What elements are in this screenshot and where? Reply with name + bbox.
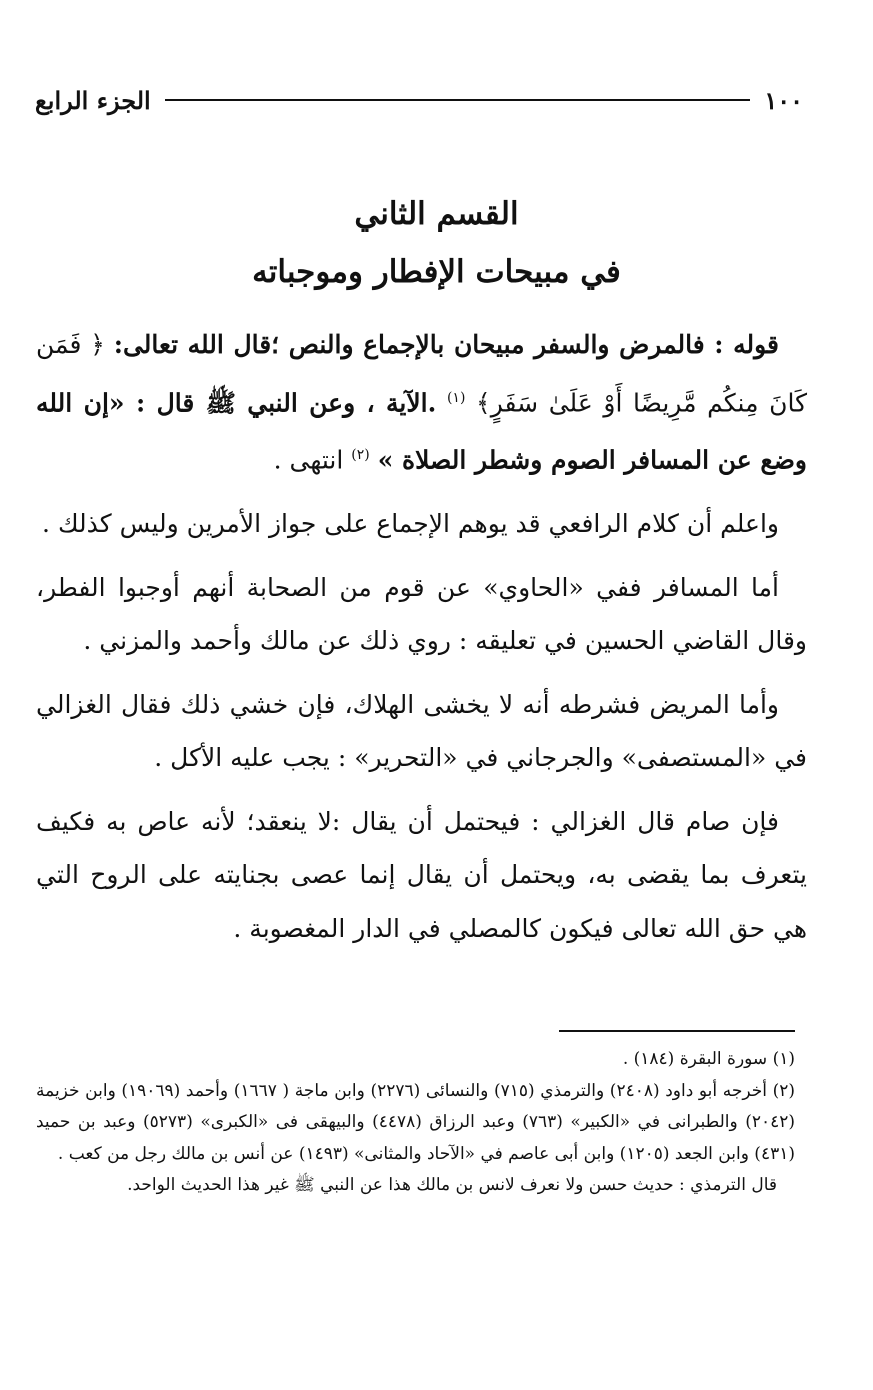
footnote-ref-1: (١) — [446, 389, 466, 406]
section-title: القسم الثاني — [354, 196, 519, 232]
footnote-2: (٢) أخرجه أبو داود (٢٤٠٨) والترمذي (٧١٥) والنسائى (٢٢٧٦) وابن ماجة ( ١٦٦٧) وأحمد (١٩٠٦٩) وابن خزيمة (٢٠٤٢) والطبرانى في «الكبير» (٧٦٣) وعبد الرزاق (٤٤٧٨) والبيهقى فى «الكبرى» (٥٢٧٣) وعبد بن حميد (٤٣١) وابن الجعد (١٢٠٥) وابن أبى عاصم في «الآحاد والمثانى» (١٤٩٣) عن أنس بن مالك رجل من كعب . — [36, 1080, 796, 1164]
page-number: ١٠٠ — [764, 85, 803, 115]
section-subtitle: في مبيحات الإفطار وموجباته — [252, 254, 621, 290]
quote-intro: قوله : فالمرض والسفر مبيحان بالإجماع والنص ؛قال الله تعالى: — [113, 330, 779, 359]
footnotes — [36, 1044, 795, 1202]
footnote-rule — [559, 1030, 795, 1032]
main-text — [36, 318, 807, 955]
footnote-2-note: قال الترمذي : حديث حسن ولا نعرف لانس بن مالك هذا عن النبي ﷺ غير هذا الحديث الواحد. — [127, 1175, 777, 1195]
paragraph-1 — [36, 318, 807, 487]
paragraph-4: وأما المريض فشرطه أنه لا يخشى الهلاك، فإن خشي ذلك فقال الغزالي في «المستصفى» والجرجاني في «التحرير» : يجب عليه الأكل . — [36, 689, 807, 773]
hadith-quote: .الآية ، وعن النبي ﷺ قال : «إن الله وضع عن المسافر الصوم وشطر الصلاة » — [36, 387, 807, 475]
running-title: الجزء الرابع — [35, 85, 151, 115]
paragraph-5: فإن صام قال الغزالي : فيحتمل أن يقال :لا ينعقد؛ لأنه عاص به فكيف يتعرف بما يقضى به، ويحتمل أن يقال إنما عصى بجنايته على الروح التي هي حق الله تعالى فيكون كالمصلي في الدار المغصوبة . — [36, 806, 807, 943]
quote-end: انتهى . — [273, 445, 344, 475]
running-header — [35, 80, 803, 120]
paragraph-2: واعلم أن كلام الرافعي قد يوهم الإجماع على جواز الأمرين وليس كذلك . — [42, 509, 779, 539]
quran-verse: ﴿ فَمَن كَانَ مِنكُم مَّرِيضًا أَوْ عَلَىٰ سَفَرٍ﴾ — [36, 330, 807, 417]
header-rule — [165, 99, 751, 101]
footnote-ref-2: (٢) — [351, 447, 370, 464]
footnote-1: (١) سورة البقرة (١٨٤) . — [622, 1049, 795, 1069]
paragraph-3: أما المسافر ففي «الحاوي» عن قوم من الصحابة أنهم أوجبوا الفطر، وقال القاضي الحسين في تعليقه : روي ذلك عن مالك وأحمد والمزني . — [36, 572, 807, 656]
